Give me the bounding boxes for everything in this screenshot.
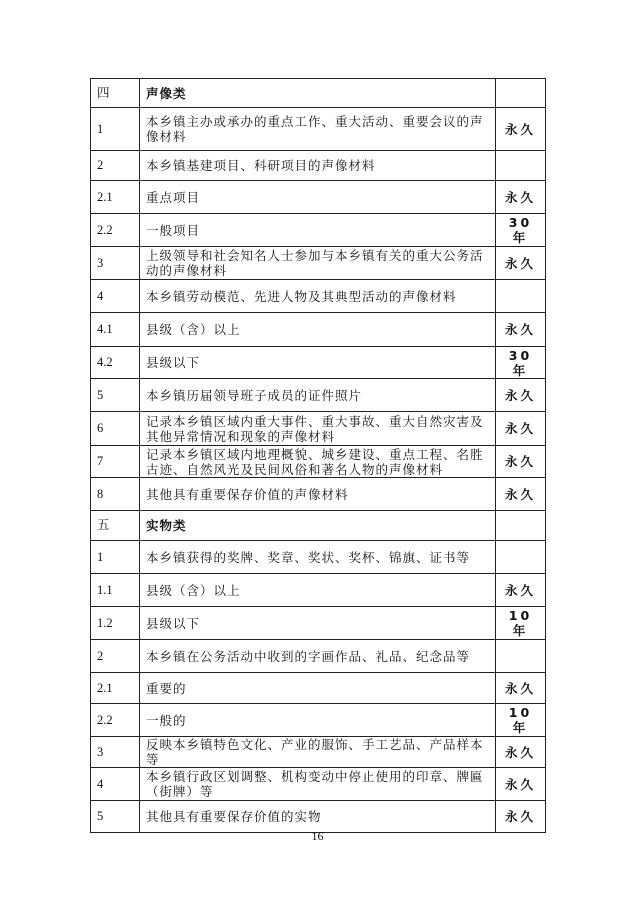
item-name: 其他具有重要保存价值的声像材料 [140,478,496,511]
table-row [91,704,546,737]
item-name: 本乡镇在公务活动中收到的字画作品、礼品、纪念品等 [140,640,496,673]
item-number: 3 [91,737,140,768]
item-name: 县级以下 [140,347,496,379]
retention-period: 10年 [496,704,546,737]
table-row [91,768,546,801]
table-row [91,574,546,607]
retention-period: 永久 [496,412,546,446]
item-name: 本乡镇获得的奖牌、奖章、奖状、奖杯、锦旗、证书等 [140,541,496,574]
item-number: 2.2 [91,214,140,247]
retention-period: 永久 [496,478,546,511]
item-number: 4 [91,768,140,801]
item-number: 1 [91,108,140,151]
table-row [91,801,546,833]
item-name: 声像类 [140,79,496,108]
item-name: 实物类 [140,511,496,541]
item-name: 本乡镇历届领导班子成员的证件照片 [140,379,496,412]
item-number: 4.2 [91,347,140,379]
retention-period: 永久 [496,673,546,704]
item-name: 记录本乡镇区域内地理概貌、城乡建设、重点工程、名胜古迹、自然风光及民间风俗和著名人物的声像材料 [140,446,496,478]
item-name: 重要的 [140,673,496,704]
retention-period: 30年 [496,347,546,379]
item-number: 8 [91,478,140,511]
table-row [91,478,546,511]
table-row [91,673,546,704]
retention-schedule-table [90,78,546,833]
retention-period: 永久 [496,768,546,801]
item-number: 1 [91,541,140,574]
item-number: 2.1 [91,673,140,704]
item-name: 县级（含）以上 [140,574,496,607]
retention-period [496,79,546,108]
retention-schedule-body [91,79,546,833]
retention-period [496,511,546,541]
table-row [91,108,546,151]
table-row [91,541,546,574]
table-row [91,151,546,181]
item-name: 县级（含）以上 [140,313,496,347]
table-row [91,412,546,446]
item-name: 重点项目 [140,181,496,214]
item-number: 1.2 [91,607,140,640]
retention-period [496,151,546,181]
item-number: 5 [91,379,140,412]
item-name: 记录本乡镇区域内重大事件、重大事故、重大自然灾害及其他异常情况和现象的声像材料 [140,412,496,446]
retention-period: 永久 [496,379,546,412]
table-row [91,737,546,768]
item-number: 2 [91,151,140,181]
retention-period: 永久 [496,801,546,833]
retention-period: 永久 [496,446,546,478]
item-number: 2.2 [91,704,140,737]
retention-period: 30年 [496,214,546,247]
page-number: 16 [311,829,324,843]
item-name: 本乡镇主办或承办的重点工作、重大活动、重要会议的声像材料 [140,108,496,151]
retention-period: 永久 [496,574,546,607]
table-row [91,640,546,673]
item-number: 5 [91,801,140,833]
section-row [91,511,546,541]
item-number: 四 [91,79,140,108]
retention-period: 永久 [496,108,546,151]
item-number: 2.1 [91,181,140,214]
table-row [91,214,546,247]
item-name: 其他具有重要保存价值的实物 [140,801,496,833]
item-number: 7 [91,446,140,478]
table-row [91,446,546,478]
table-row [91,379,546,412]
table-row [91,247,546,280]
item-number: 4.1 [91,313,140,347]
table-row [91,607,546,640]
item-number: 3 [91,247,140,280]
item-number: 2 [91,640,140,673]
section-row [91,79,546,108]
item-name: 一般的 [140,704,496,737]
item-name: 本乡镇基建项目、科研项目的声像材料 [140,151,496,181]
item-number: 6 [91,412,140,446]
item-name: 县级以下 [140,607,496,640]
item-name: 上级领导和社会知名人士参加与本乡镇有关的重大公务活动的声像材料 [140,247,496,280]
table-row [91,280,546,313]
table-row [91,313,546,347]
retention-period: 永久 [496,737,546,768]
item-name: 一般项目 [140,214,496,247]
retention-period: 永久 [496,181,546,214]
retention-period: 永久 [496,313,546,347]
item-number: 1.1 [91,574,140,607]
table-row [91,347,546,379]
retention-period: 永久 [496,247,546,280]
item-name: 反映本乡镇特色文化、产业的服饰、手工艺品、产品样本等 [140,737,496,768]
retention-period: 10年 [496,607,546,640]
table-row [91,181,546,214]
retention-period [496,640,546,673]
item-name: 本乡镇劳动模范、先进人物及其典型活动的声像材料 [140,280,496,313]
item-number: 五 [91,511,140,541]
retention-period [496,280,546,313]
item-name: 本乡镇行政区划调整、机构变动中停止使用的印章、牌匾（街牌）等 [140,768,496,801]
retention-period [496,541,546,574]
item-number: 4 [91,280,140,313]
